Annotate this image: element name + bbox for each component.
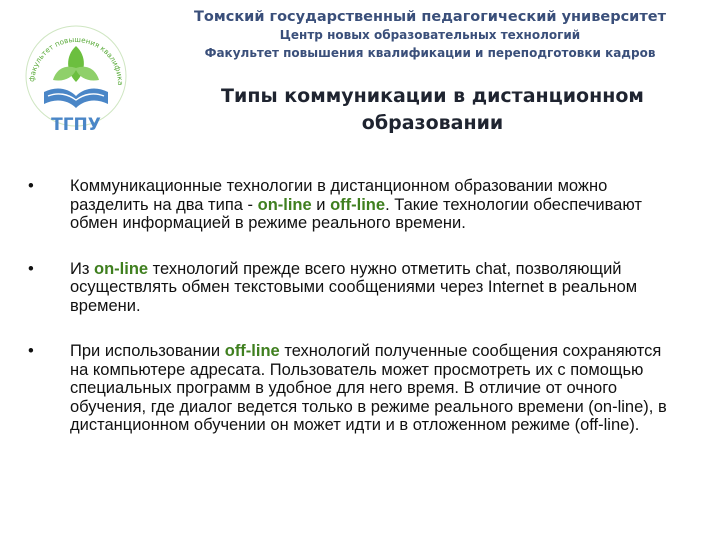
bullet-item <box>28 177 678 233</box>
bullet-text: технологий полученные сообщения сохраняются на компьютере адресата. Пользователь может просмотреть их с помощью специальных программ в удобное для него время. В отличие от очного обучения, где диалог ведется только в режиме реального времени (on-line), в дистанционном обучении он может идти и в отложенном режиме (off-line). <box>70 342 667 434</box>
highlight-term: off-line <box>224 342 280 360</box>
tgpu-emblem-icon <box>20 18 132 136</box>
bullet-text: и <box>311 195 331 214</box>
logo-ring-text: факультет повышения квалифика <box>26 34 126 86</box>
bullet-list <box>28 177 678 435</box>
faculty-name: Факультет повышения квалификации и переподготовки кадров <box>204 46 656 60</box>
slide-title-line1: Типы коммуникации в дистанционном <box>221 85 644 107</box>
bullet-marker: • <box>28 342 34 360</box>
slide-title <box>185 83 680 137</box>
bullet-text: Коммуникационные технологии в дистанционном образовании можно разделить на два типа - <box>70 177 608 214</box>
organization-header <box>175 8 685 62</box>
bullet-text: При использовании <box>70 342 225 360</box>
bullet-marker: • <box>28 177 34 195</box>
university-logo <box>20 18 132 136</box>
bullet-text: . Такие технологии обеспечивают обмен информацией в режиме реального времени. <box>70 195 642 232</box>
center-name: Центр новых образовательных технологий <box>279 28 581 42</box>
slide-title-line2: образовании <box>361 112 504 134</box>
highlight-term: on-line <box>257 195 312 214</box>
bullet-text: технологий прежде всего нужно отметить chat, позволяющий осуществлять обмен текстовыми сообщениями через Internet в реальном времени. <box>70 259 638 315</box>
bullet-marker: • <box>28 259 34 278</box>
highlight-term: on-line <box>94 259 149 278</box>
university-name: Томский государственный педагогический университет <box>194 9 666 25</box>
highlight-term: off-line <box>330 195 386 214</box>
logo-caption: ТГПУ <box>51 115 101 135</box>
bullet-text: Из <box>70 259 95 278</box>
bullet-item <box>28 342 678 435</box>
bullet-item <box>28 260 678 316</box>
